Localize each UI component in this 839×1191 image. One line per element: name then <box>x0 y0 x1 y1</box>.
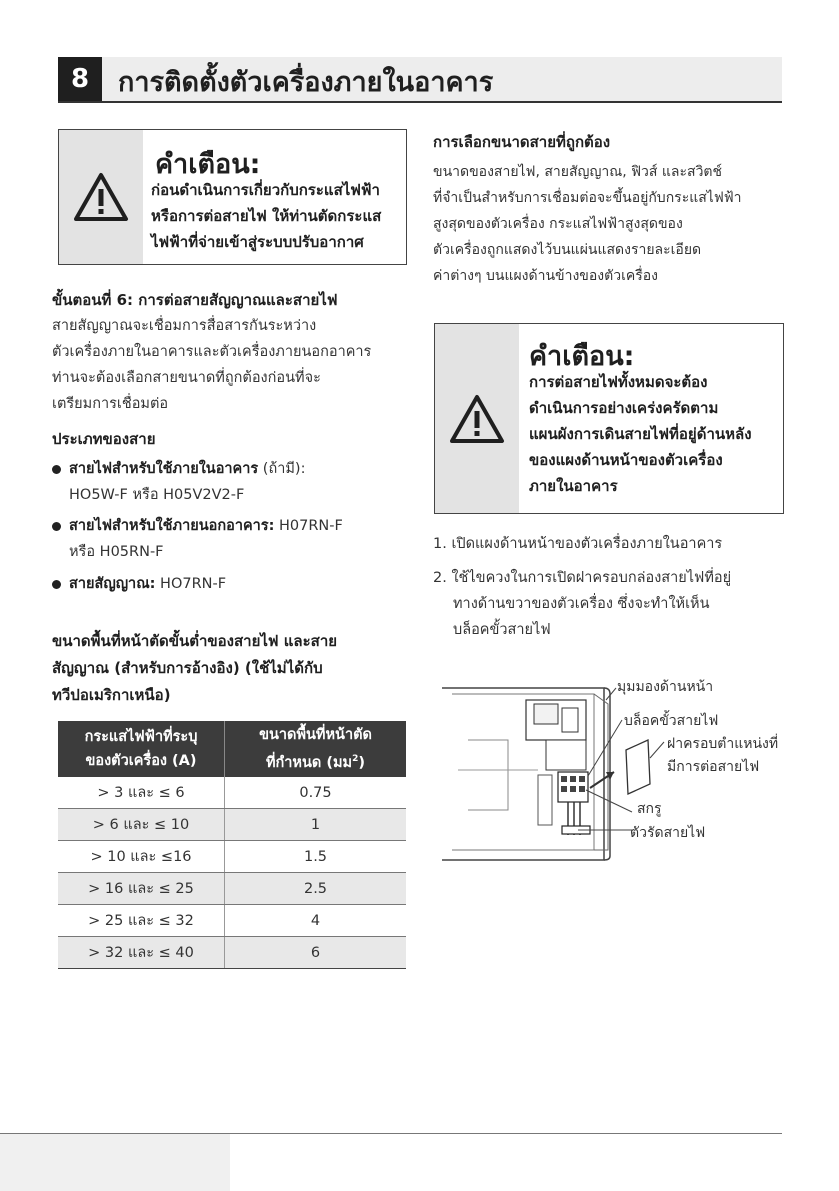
warning-box-wiring <box>434 323 784 514</box>
cable-type-value: หรือ H05RN-F <box>69 544 164 560</box>
warning-title: คำเตือน: <box>155 149 261 180</box>
cell-current: > 16 และ ≤ 25 <box>58 873 225 905</box>
header-text: กระแสไฟฟ้าที่ระบุ <box>84 729 198 745</box>
warning-line: หรือการต่อสายไฟ ให้ท่านตัดกระแส <box>151 207 382 225</box>
footer-block <box>0 1134 230 1191</box>
table-row <box>58 841 406 873</box>
header-text: ) <box>358 754 366 771</box>
label-front-view: มุมมองด้านหน้า <box>617 679 714 695</box>
right-line: ขนาดของสายไฟ, สายสัญญาณ, ฟิวส์ และสวิตช์ <box>433 164 723 180</box>
cable-type-item <box>52 571 226 597</box>
cable-types-heading: ประเภทของสาย <box>52 430 156 448</box>
right-heading: การเลือกขนาดสายที่ถูกต้อง <box>433 133 611 151</box>
cable-type-label: สายสัญญาณ: <box>69 576 156 592</box>
warning-line: ไฟฟ้าที่จ่ายเข้าสู่ระบบปรับอากาศ <box>151 233 364 251</box>
right-line: ตัวเครื่องถูกแสดงไว้บนแผ่นแสดงรายละเอียด <box>433 242 702 258</box>
step6-line: เตรียมการเชื่อมต่อ <box>52 396 169 412</box>
table-header-row <box>58 721 406 777</box>
warning-title: คำเตือน: <box>529 341 635 372</box>
step6-heading: ขั้นตอนที่ 6: การต่อสายสัญญาณและสายไฟ <box>52 291 338 309</box>
table-row <box>58 809 406 841</box>
min-area-line: ทวีปอเมริกาเหนือ) <box>52 686 171 704</box>
table-header-current <box>58 721 225 777</box>
cable-type-item <box>52 513 343 539</box>
warning-icon-cell <box>59 130 143 264</box>
wiring-cover <box>626 740 650 794</box>
step6-line: ท่านจะต้องเลือกสายขนาดที่ถูกต้องก่อนที่จะ <box>52 370 321 386</box>
cable-size-table <box>58 721 406 969</box>
cell-area: 1.5 <box>225 841 407 873</box>
page-title: การติดตั้งตัวเครื่องภายในอาคาร <box>118 67 494 98</box>
table-row <box>58 937 406 969</box>
warning-line: การต่อสายไฟทั้งหมดจะต้อง <box>529 373 708 391</box>
step-item <box>433 565 731 591</box>
warning-line: ดำเนินการอย่างเคร่งครัดตาม <box>529 399 719 417</box>
bullet-icon <box>52 465 61 474</box>
cable-type-label: สายไฟสำหรับใช้ภายนอกอาคาร: <box>69 518 275 534</box>
cable-type-suffix: HO7RN-F <box>155 576 227 592</box>
step-number: 1. <box>433 536 447 552</box>
header-text: ขนาดพื้นที่หน้าตัด <box>259 727 372 744</box>
cell-area: 0.75 <box>225 777 407 809</box>
cell-current: > 3 และ ≤ 6 <box>58 777 225 809</box>
warning-triangle-icon <box>449 394 505 444</box>
warning-icon-cell <box>435 324 519 513</box>
warning-line: ภายในอาคาร <box>529 477 618 495</box>
cell-current: > 10 และ ≤16 <box>58 841 225 873</box>
label-wiring-cover: มีการต่อสายไฟ <box>667 759 760 775</box>
label-terminal-block: บล็อคขั้วสายไฟ <box>624 713 719 729</box>
step-text: เปิดแผงด้านหน้าของตัวเครื่องภายในอาคาร <box>451 536 723 552</box>
cable-type-label: สายไฟสำหรับใช้ภายในอาคาร <box>69 461 259 477</box>
cell-area: 2.5 <box>225 873 407 905</box>
right-line: ที่จำเป็นสำหรับการเชื่อมต่อจะขึ้นอยู่กับกระแสไฟฟ้า <box>433 190 742 206</box>
step6-line: สายสัญญาณจะเชื่อมการสื่อสารกันระหว่าง <box>52 318 317 334</box>
section-number: 8 <box>58 57 102 101</box>
warning-line: แผนผังการเดินสายไฟที่อยู่ด้านหลัง <box>529 425 752 443</box>
cell-area: 4 <box>225 905 407 937</box>
right-line: สูงสุดของตัวเครื่อง กระแสไฟฟ้าสูงสุดของ <box>433 216 683 232</box>
cell-area: 6 <box>225 937 407 969</box>
cable-type-suffix: (ถ้ามี): <box>258 461 306 477</box>
cable-type-item <box>52 456 305 482</box>
label-cable-clamp: ตัวรัดสายไฟ <box>630 825 706 841</box>
table-row <box>58 873 406 905</box>
warning-line: ก่อนดำเนินการเกี่ยวกับกระแสไฟฟ้า <box>151 181 380 199</box>
cable-type-suffix: H07RN-F <box>274 518 343 534</box>
label-screw: สกรู <box>637 801 662 817</box>
table-row <box>58 777 406 809</box>
cable-type-value: HO5W-F หรือ H05V2V2-F <box>69 487 245 503</box>
step-item <box>433 531 722 557</box>
header-text: ที่กำหนด (มม <box>265 754 353 771</box>
warning-line: ของแผงด้านหน้าของตัวเครื่อง <box>529 451 723 469</box>
step-text: ทางด้านขวาของตัวเครื่อง ซึ่งจะทำให้เห็น <box>453 596 710 612</box>
warning-box-power <box>58 129 407 265</box>
min-area-line: สัญญาณ (สำหรับการอ้างอิง) (ใช้ไม่ได้กับ <box>52 659 323 677</box>
cell-area: 1 <box>225 809 407 841</box>
table-row <box>58 905 406 937</box>
cell-current: > 6 และ ≤ 10 <box>58 809 225 841</box>
table-header-area <box>225 721 407 777</box>
cell-current: > 25 และ ≤ 32 <box>58 905 225 937</box>
right-line: ค่าต่างๆ บนแผงด้านข้างของตัวเครื่อง <box>433 268 658 284</box>
step6-line: ตัวเครื่องภายในอาคารและตัวเครื่องภายนอกอาคาร <box>52 344 372 360</box>
cell-current: > 32 และ ≤ 40 <box>58 937 225 969</box>
warning-triangle-icon <box>73 172 129 222</box>
bullet-icon <box>52 522 61 531</box>
step-text: บล็อคขั้วสายไฟ <box>453 622 551 638</box>
header-text: ของตัวเครื่อง (A) <box>85 753 197 769</box>
bullet-icon <box>52 580 61 589</box>
step-text: ใช้ไขควงในการเปิดฝาครอบกล่องสายไฟที่อยู่ <box>451 570 732 586</box>
label-wiring-cover: ฝาครอบตำแหน่งที่ <box>667 736 779 752</box>
header-superscript: 2 <box>352 754 359 765</box>
min-area-line: ขนาดพื้นที่หน้าตัดขั้นต่ำของสายไฟ และสาย <box>52 632 338 650</box>
step-number: 2. <box>433 570 447 586</box>
